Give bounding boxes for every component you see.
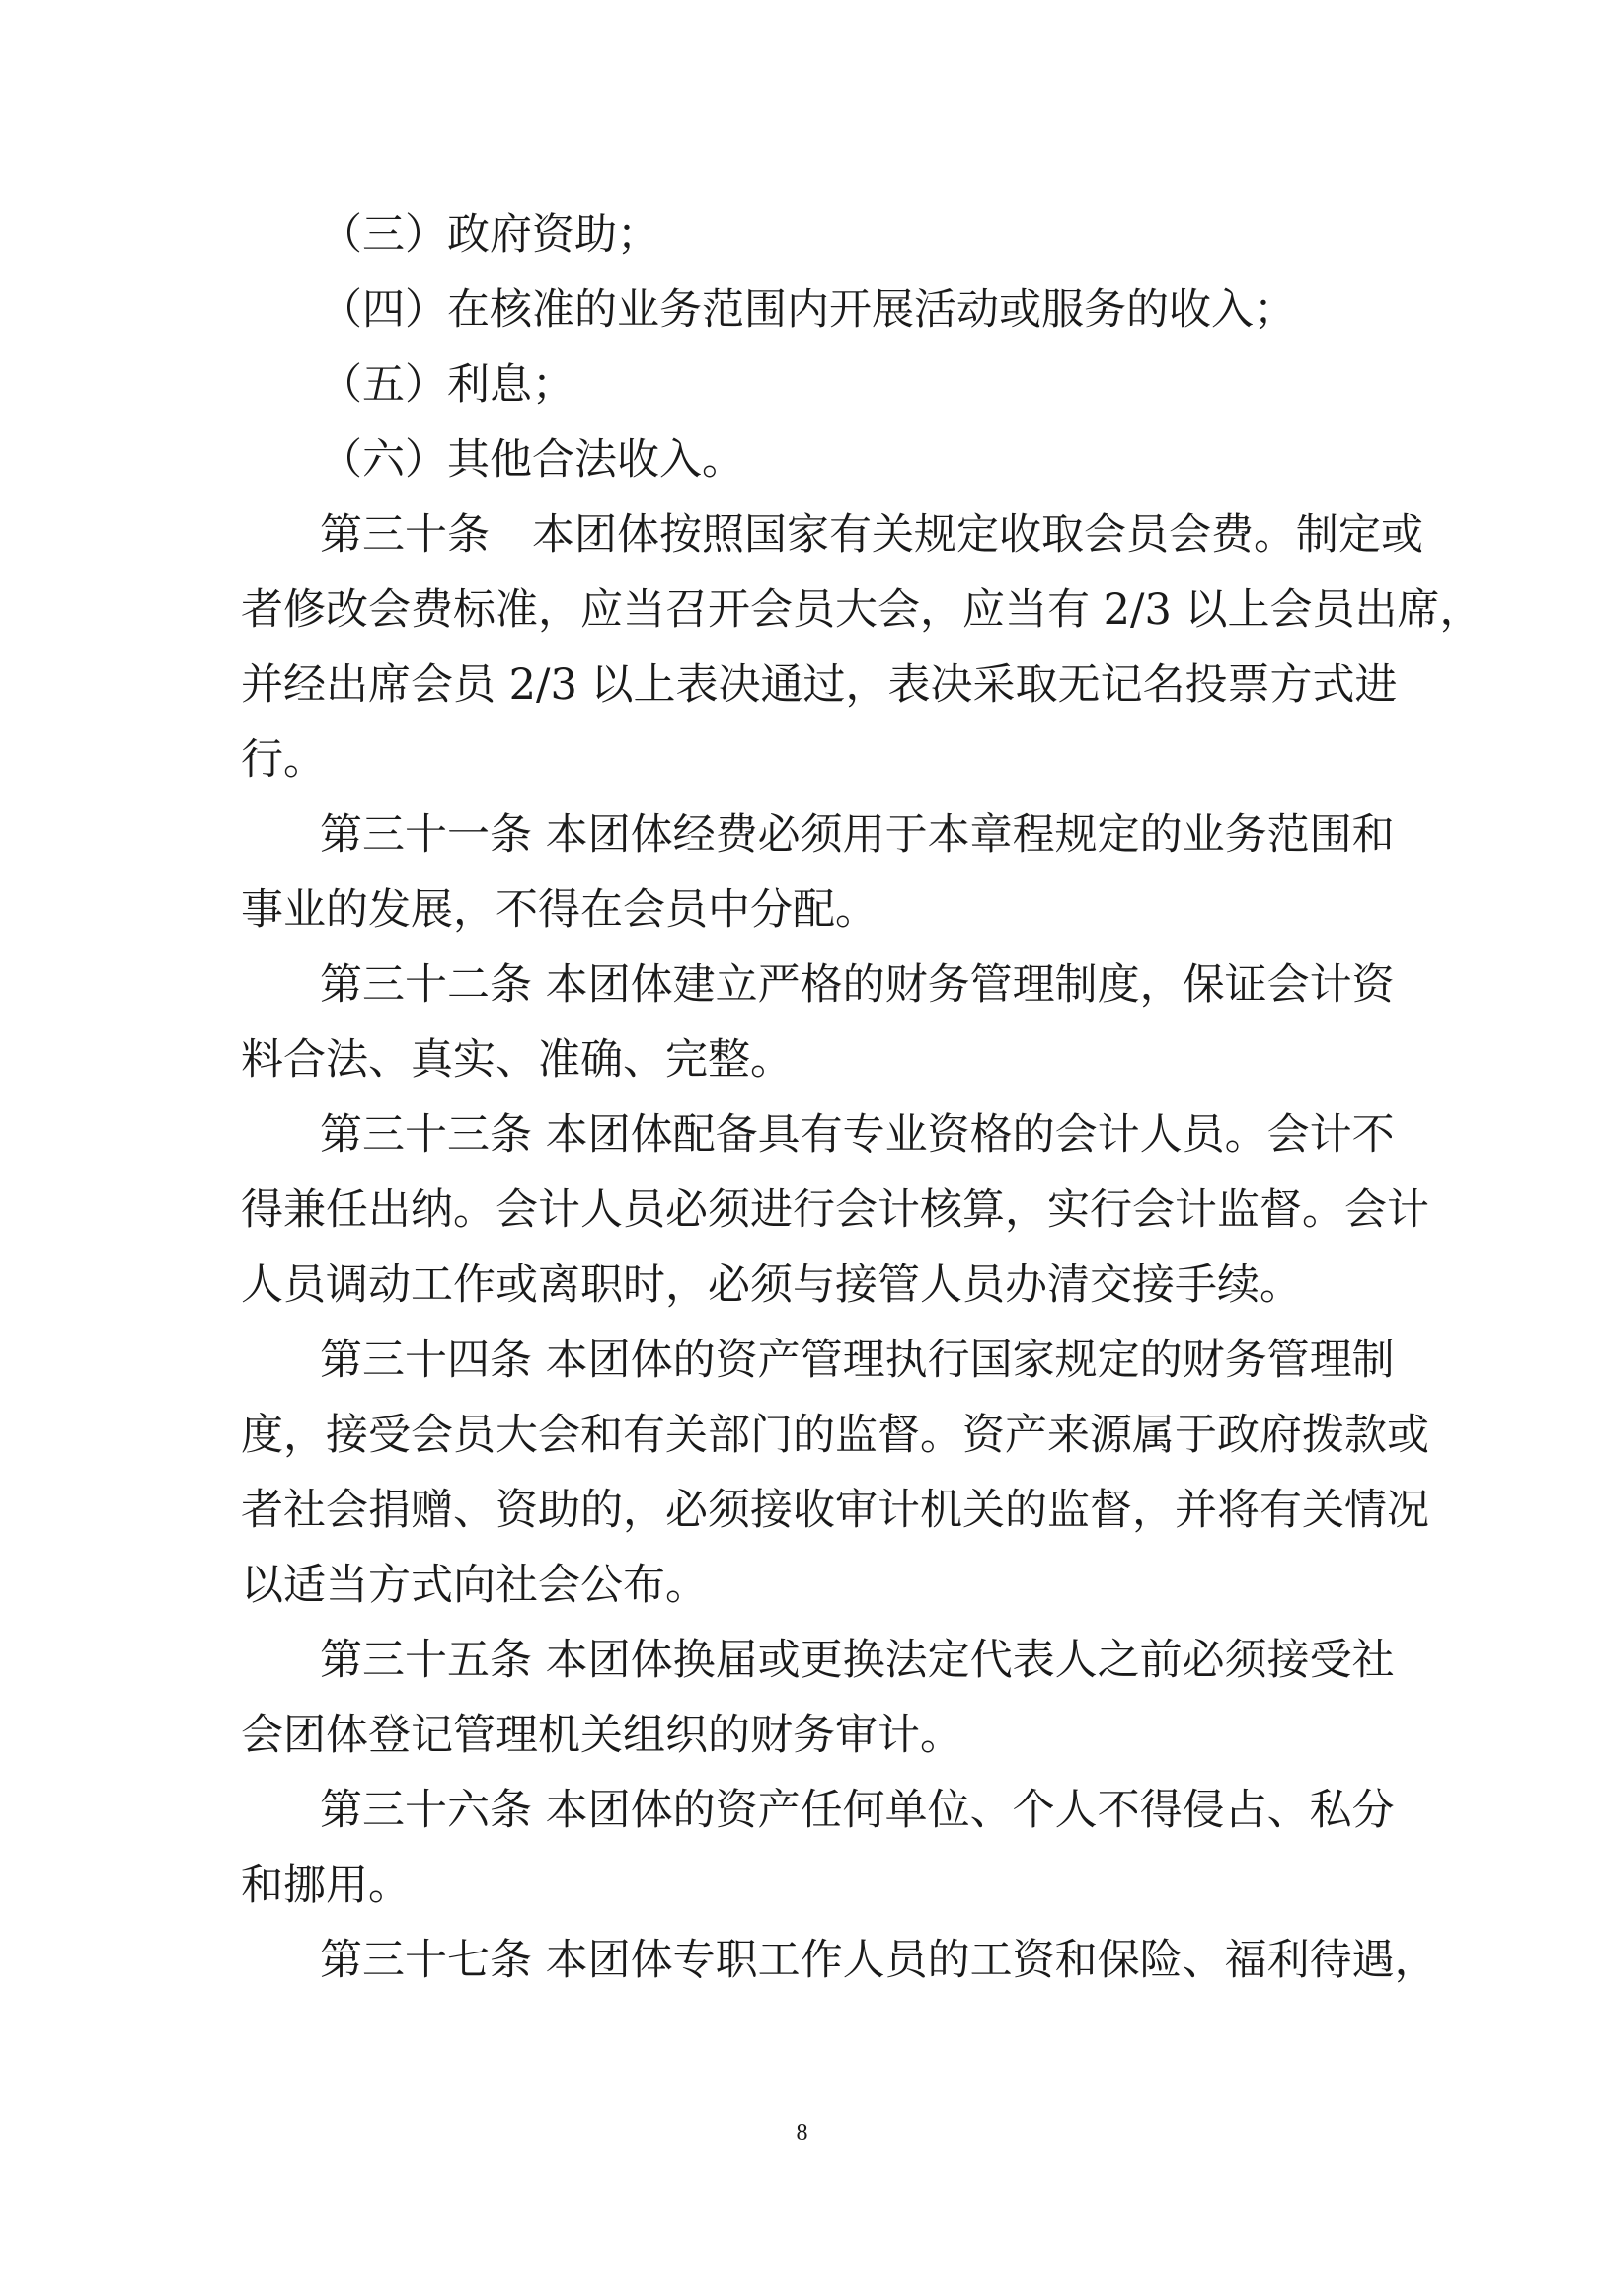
text-line: 者社会捐赠、资助的，必须接收审计机关的监督，并将有关情况 [241,1486,1429,1535]
text-line: 第三十一条 本团体经费必须用于本章程规定的业务范围和 [320,810,1395,860]
text-line: （三）政府资助； [320,210,659,260]
text-line: 第三十六条 本团体的资产任何单位、个人不得侵占、私分 [320,1786,1395,1835]
text-line: 第三十二条 本团体建立严格的财务管理制度，保证会计资 [320,960,1395,1010]
body-text [241,197,1483,1998]
text-line: 第三十四条 本团体的资产管理执行国家规定的财务管理制 [320,1336,1395,1385]
text-line: 行。 [241,735,326,785]
text-line: 并经出席会员 2/3 以上表决通过，表决采取无记名投票方式进 [241,660,1398,710]
text-line: 以适当方式向社会公布。 [241,1561,708,1610]
text-line: 料合法、真实、准确、完整。 [241,1035,793,1085]
text-line: 会团体登记管理机关组织的财务审计。 [241,1711,962,1760]
text-line: （六）其他合法收入。 [320,435,744,485]
text-line: 和挪用。 [241,1861,411,1910]
text-line: 得兼任出纳。会计人员必须进行会计核算，实行会计监督。会计 [241,1186,1429,1235]
text-line: 第三十条 本团体按照国家有关规定收取会员会费。制定或 [320,510,1423,560]
text-line: （五）利息； [320,360,574,410]
text-line: 者修改会费标准，应当召开会员大会，应当有 2/3 以上会员出席， [241,585,1483,635]
text-line: 度，接受会员大会和有关部门的监督。资产来源属于政府拨款或 [241,1411,1429,1460]
text-line: 第三十三条 本团体配备具有专业资格的会计人员。会计不 [320,1110,1395,1160]
page-number: 8 [796,2120,808,2146]
text-line: 事业的发展，不得在会员中分配。 [241,885,878,935]
text-line: 第三十七条 本团体专职工作人员的工资和保险、福利待遇， [320,1936,1437,1985]
text-line: （四）在核准的业务范围内开展活动或服务的收入； [320,285,1296,335]
text-line: 人员调动工作或离职时，必须与接管人员办清交接手续。 [241,1261,1302,1310]
text-line: 第三十五条 本团体换届或更换法定代表人之前必须接受社 [320,1636,1395,1685]
